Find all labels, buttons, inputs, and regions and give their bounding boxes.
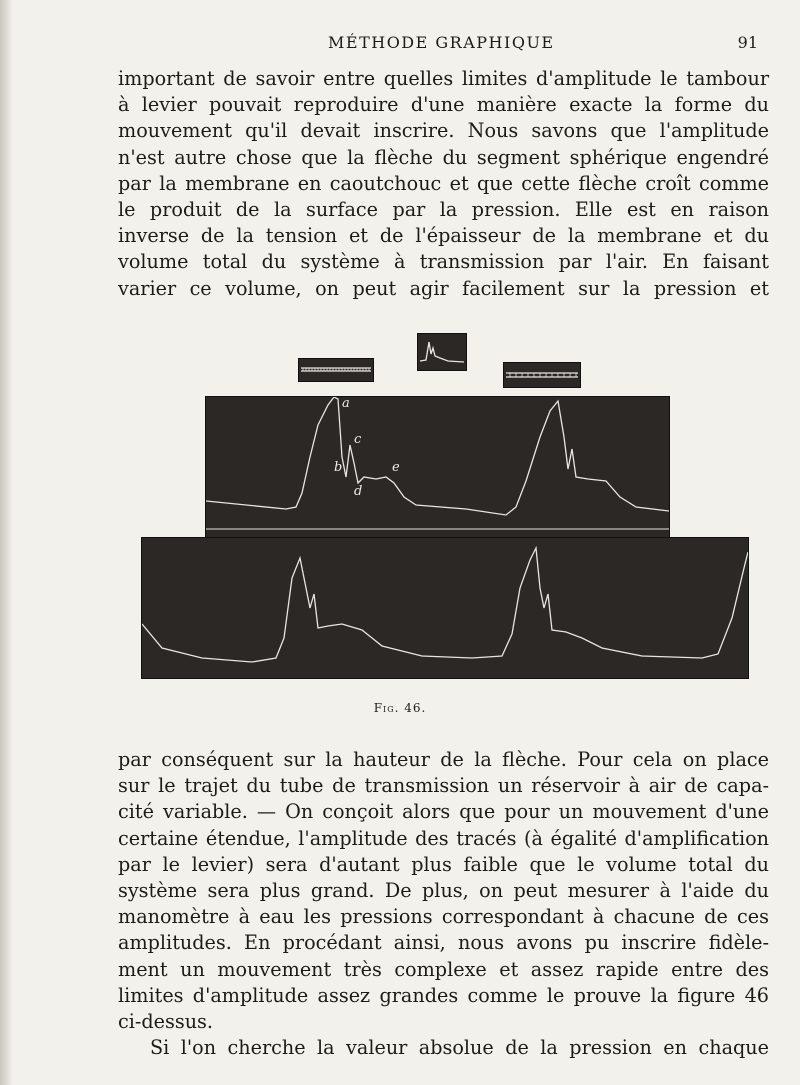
text-line: système sera plus grand. De plus, on peut mesurer à l'aide du	[118, 879, 769, 903]
text-line: ci-dessus.	[118, 1010, 214, 1034]
tracing-plate-lower	[141, 537, 749, 679]
text-line: n'est autre chose que la flèche du segment sphérique engendré	[118, 145, 769, 169]
text-line: par conséquent sur la hauteur de la flèche. Pour cela on place	[118, 748, 769, 771]
text-line: par la membrane en caoutchouc et que cette flèche croît comme	[118, 171, 769, 195]
text-line: ment un mouvement très complexe et assez rapide entre des	[118, 957, 769, 981]
text-line: sur le trajet du tube de transmission un réservoir à air de capa-	[118, 774, 769, 798]
running-head	[118, 33, 758, 57]
text-line: par le levier) sera d'autant plus faible que le volume total du	[118, 852, 769, 876]
tracing-plate-upper	[205, 396, 670, 538]
timing-strip-right	[503, 362, 581, 388]
paragraph-top	[118, 66, 769, 302]
text-line: varier ce volume, on peut agir facilement sur la pression et	[118, 276, 769, 300]
page-edge	[0, 0, 12, 1085]
label-d: d	[354, 484, 363, 499]
text-line: Si l'on cherche la valeur absolue de la pression en chaque	[150, 1036, 769, 1060]
text-line: le produit de la surface par la pression. Elle est en raison	[118, 198, 769, 222]
text-line: inverse de la tension et de l'épaisseur de la membrane et du	[118, 224, 769, 248]
text-line: certaine étendue, l'amplitude des tracés (à égalité d'amplification	[118, 826, 769, 850]
text-line: mouvement qu'il devait inscrire. Nous savons que l'amplitude	[118, 119, 769, 143]
page-number: 91	[737, 33, 758, 52]
label-c: c	[354, 432, 362, 447]
figure-caption: Fig. 46.	[373, 701, 427, 715]
small-pulse-plate	[417, 333, 467, 371]
text-line: à levier pouvait reproduire d'une manière exacte la forme du	[118, 93, 769, 117]
text-line: limites d'amplitude assez grandes comme le prouve la figure 46	[118, 983, 769, 1007]
text-line: manomètre à eau les pressions correspondant à chacune de ces	[118, 905, 769, 929]
label-b: b	[334, 460, 343, 475]
label-a: a	[342, 397, 350, 411]
text-line: cité variable. — On conçoit alors que pour un mouvement d'une	[118, 800, 769, 824]
text-line: amplitudes. En procédant ainsi, nous avons pu inscrire fidèle-	[118, 931, 769, 955]
timing-strip-left	[298, 358, 374, 382]
running-title: MÉTHODE GRAPHIQUE	[328, 33, 555, 52]
text-line: important de savoir entre quelles limites d'amplitude le tambour	[118, 67, 769, 90]
paragraph-bottom	[118, 747, 769, 1061]
text-line: volume total du système à transmission par l'air. En faisant	[118, 250, 769, 274]
label-e: e	[392, 460, 400, 475]
